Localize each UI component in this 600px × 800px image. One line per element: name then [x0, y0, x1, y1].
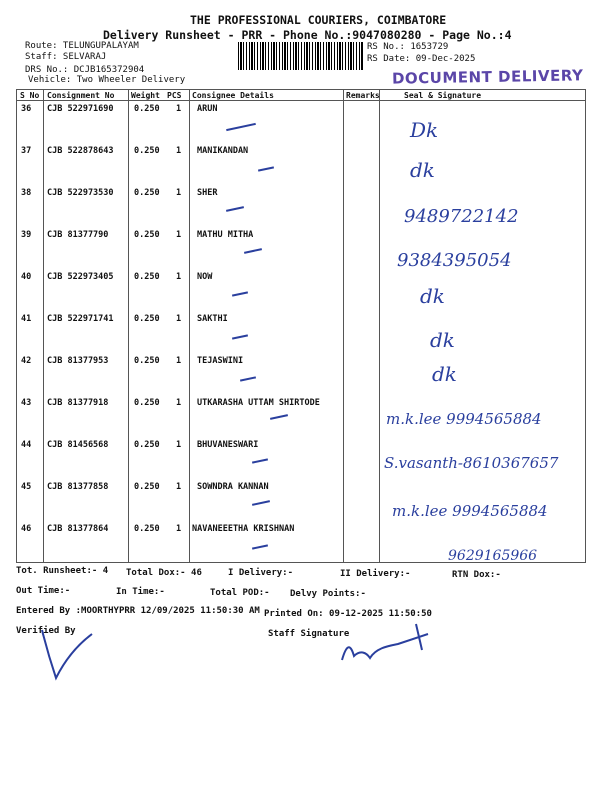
signature: 9384395054 — [397, 250, 512, 271]
row-weight: 0.250 — [134, 272, 160, 282]
drs-label: DRS No.: DCJB165372904 — [25, 65, 145, 75]
col-header-remarks: Remarks — [346, 91, 380, 100]
row-consignee: SHER — [197, 188, 218, 198]
row-weight: 0.250 — [134, 188, 160, 198]
row-consignee: UTKARASHA UTTAM SHIRTODE — [197, 398, 320, 408]
verified-by: Verified By — [16, 626, 76, 636]
pen-mark — [252, 544, 268, 549]
row-weight: 0.250 — [134, 314, 160, 324]
row-consignee: SOWNDRA KANNAN — [197, 482, 269, 492]
row-consignee: ARUN — [197, 104, 218, 114]
rtn-dox: RTN Dox:- — [452, 570, 501, 580]
runsheet-subtitle: Delivery Runsheet - PRR - Phone No.:9047080280 - Page No.:4 — [103, 28, 512, 42]
col-header-weight: Weight — [131, 91, 160, 100]
pen-mark — [240, 376, 256, 381]
signature: Dk — [410, 118, 439, 142]
rs-number: RS No.: 1653729 — [367, 42, 449, 52]
company-title: THE PROFESSIONAL COURIERS, COIMBATORE — [190, 13, 447, 27]
pen-mark — [258, 166, 274, 171]
pen-mark — [270, 414, 288, 420]
in-time: In Time:- — [116, 587, 165, 597]
printed-on: Printed On: 09-12-2025 11:50:50 — [264, 609, 432, 619]
row-weight: 0.250 — [134, 230, 160, 240]
col-line — [189, 89, 190, 563]
row-sno: 37 — [21, 146, 32, 156]
col-line — [585, 89, 586, 563]
total-pod: Total POD:- — [210, 588, 270, 598]
staff-signature-mark — [336, 620, 446, 670]
row-consignment: CJB 81377918 — [47, 398, 109, 408]
out-time: Out Time:- — [16, 586, 71, 596]
vehicle-label: Vehicle: Two Wheeler Delivery — [28, 75, 186, 85]
pen-mark — [226, 206, 244, 212]
row-consignee: NAVANEEETHA KRISHNAN — [192, 524, 295, 534]
staff-signature-label: Staff Signature — [268, 629, 350, 639]
signature: dk — [432, 362, 457, 386]
signature: 9489722142 — [404, 206, 519, 227]
row-consignment: CJB 522973530 — [47, 188, 114, 198]
pen-mark — [232, 334, 248, 339]
row-pcs: 1 — [176, 272, 182, 282]
barcode — [238, 42, 364, 70]
route-label: Route: TELUNGUPALAYAM — [25, 41, 139, 51]
row-pcs: 1 — [176, 104, 182, 114]
row-pcs: 1 — [176, 356, 182, 366]
row-consignment: CJB 81456568 — [47, 440, 109, 450]
row-sno: 45 — [21, 482, 32, 492]
row-consignee: BHUVANESWARI — [197, 440, 259, 450]
col-line — [16, 89, 17, 563]
ii-delivery: II Delivery:- — [340, 569, 411, 579]
row-consignee: MANIKANDAN — [197, 146, 249, 156]
row-consignment: CJB 81377790 — [47, 230, 109, 240]
row-sno: 46 — [21, 524, 32, 534]
signature: m.k.lee 9994565884 — [386, 410, 542, 428]
row-pcs: 1 — [176, 230, 182, 240]
delvy-points: Delvy Points:- — [290, 589, 366, 599]
row-pcs: 1 — [176, 524, 182, 534]
col-header-seal: Seal & Signature — [404, 91, 482, 100]
entered-by: Entered By :MOORTHYPRR 12/09/2025 11:50:30 AM — [16, 606, 260, 616]
col-header-consignment: Consignment No — [47, 91, 115, 100]
row-pcs: 1 — [176, 188, 182, 198]
row-sno: 38 — [21, 188, 32, 198]
pen-mark — [252, 458, 268, 463]
col-line — [379, 89, 380, 563]
row-pcs: 1 — [176, 398, 182, 408]
row-weight: 0.250 — [134, 146, 160, 156]
verified-signature-mark — [36, 626, 96, 682]
row-sno: 39 — [21, 230, 32, 240]
signature: 9629165966 — [448, 548, 538, 564]
row-consignment: CJB 522973405 — [47, 272, 114, 282]
row-sno: 40 — [21, 272, 32, 282]
row-pcs: 1 — [176, 146, 182, 156]
row-consignment: CJB 81377953 — [47, 356, 109, 366]
row-consignment: CJB 522878643 — [47, 146, 114, 156]
row-weight: 0.250 — [134, 104, 160, 114]
pen-mark — [232, 291, 248, 296]
row-consignment: CJB 522971741 — [47, 314, 114, 324]
i-delivery: I Delivery:- — [228, 568, 294, 578]
pen-mark — [252, 500, 270, 506]
signature: dk — [410, 158, 435, 182]
row-consignment: CJB 81377864 — [47, 524, 109, 534]
row-weight: 0.250 — [134, 524, 160, 534]
row-weight: 0.250 — [134, 356, 160, 366]
signature: dk — [420, 284, 445, 308]
row-pcs: 1 — [176, 482, 182, 492]
col-line — [128, 89, 129, 563]
row-consignee: NOW — [197, 272, 213, 282]
row-sno: 44 — [21, 440, 32, 450]
staff-label: Staff: SELVARAJ — [25, 52, 107, 62]
signature: dk — [430, 328, 455, 352]
col-line — [343, 89, 344, 563]
row-pcs: 1 — [176, 440, 182, 450]
row-weight: 0.250 — [134, 440, 160, 450]
row-pcs: 1 — [176, 314, 182, 324]
table-top-line — [16, 89, 586, 90]
signature: S.vasanth-8610367657 — [384, 454, 559, 472]
tot-runsheet: Tot. Runsheet:- 4 — [16, 566, 109, 576]
col-line — [43, 89, 44, 563]
row-consignee: SAKTHI — [197, 314, 228, 324]
row-sno: 43 — [21, 398, 32, 408]
signature: m.k.lee 9994565884 — [392, 502, 548, 520]
row-sno: 41 — [21, 314, 32, 324]
row-weight: 0.250 — [134, 482, 160, 492]
total-dox: Total Dox:- 46 — [126, 568, 202, 578]
pen-mark — [226, 123, 256, 131]
row-consignment: CJB 522971690 — [47, 104, 114, 114]
col-header-sno: S No — [20, 91, 40, 100]
row-sno: 36 — [21, 104, 32, 114]
row-weight: 0.250 — [134, 398, 160, 408]
document-delivery-stamp: DOCUMENT DELIVERY — [391, 66, 584, 88]
col-header-consignee: Consignee Details — [192, 91, 274, 100]
rs-date: RS Date: 09-Dec-2025 — [367, 54, 476, 64]
row-consignee: MATHU MITHA — [197, 230, 254, 240]
row-consignee: TEJASWINI — [197, 356, 244, 366]
header-bottom-line — [16, 100, 586, 101]
pen-mark — [244, 248, 262, 254]
col-header-pcs: PCS — [167, 91, 182, 100]
row-sno: 42 — [21, 356, 32, 366]
row-consignment: CJB 81377858 — [47, 482, 109, 492]
